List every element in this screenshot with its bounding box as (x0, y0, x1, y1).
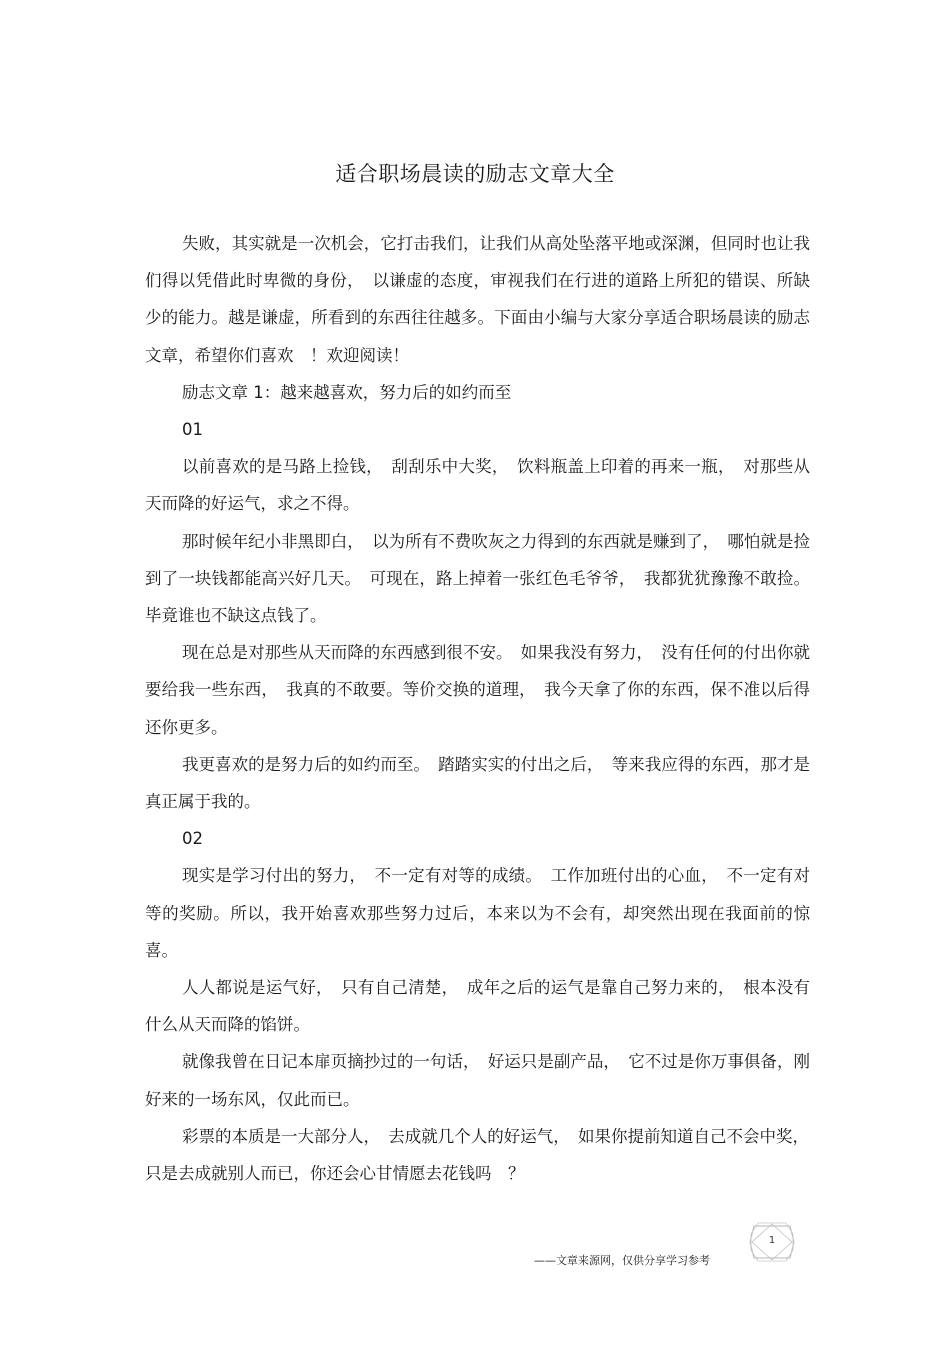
paragraph: 现实是学习付出的努力， 不一定有对等的成绩。 工作加班付出的心血， 不一定有对等的奖励。所以，我开始喜欢那些努力过后，本来以为不会有，却突然出现在我面前的惊喜。 (145, 866, 810, 960)
section-number: 01 (182, 420, 203, 440)
footer-source-note: ——文章来源网，仅供分享学习参考 (534, 1254, 710, 1267)
paragraph: 彩票的本质是一大部分人， 去成就几个人的好运气， 如果你提前知道自己不会中奖，只是去成就别人而已，你还会心甘情愿去花钱吗 ？ (145, 1126, 809, 1184)
page-title: 适合职场晨读的励志文章大全 (335, 162, 615, 186)
intro-paragraph: 失败，其实就是一次机会，它打击我们，让我们从高处坠落平地或深渊，但同时也让我们得以凭借此时卑微的身份， 以谦虚的态度，审视我们在行进的道路上所犯的错误、所缺少的能力。越是谦虚，所看到的东西往往越多。下面由小编与大家分享适合职场晨读的励志文章，希望你们喜欢 ！欢迎阅读！ (145, 234, 810, 365)
paragraph: 就像我曾在日记本扉页摘抄过的一句话， 好运只是副产品， 它不过是你万事俱备，刚好来的一场东风，仅此而已。 (145, 1052, 810, 1109)
paragraph: 人人都说是运气好， 只有自己清楚， 成年之后的运气是靠自己努力来的， 根本没有什么从天而降的馅饼。 (145, 978, 810, 1035)
section-number: 02 (182, 829, 203, 849)
paragraph: 那时候年纪小非黑即白， 以为所有不费吹灰之力得到的东西就是赚到了， 哪怕就是捡到了一块钱都能高兴好几天。 可现在，路上掉着一张红色毛爷爷， 我都犹犹豫豫不敢捡。毕竟谁也不缺这点钱了。 (145, 531, 810, 626)
page-number: 1 (768, 1235, 776, 1246)
paragraph: 我更喜欢的是努力后的如约而至。 踏踏实实的付出之后， 等来我应得的东西，那才是真正属于我的。 (145, 754, 810, 812)
article-heading: 励志文章 1：越来越喜欢，努力后的如约而至 (182, 382, 512, 402)
article-body (145, 225, 810, 1192)
paragraph: 现在总是对那些从天而降的东西感到很不安。 如果我没有努力， 没有任何的付出你就要给我一些东西， 我真的不敢要。等价交换的道理， 我今天拿了你的东西，保不准以后得还你更多。 (145, 643, 810, 737)
paragraph: 以前喜欢的是马路上捡钱， 刮刮乐中大奖， 饮料瓶盖上印着的再来一瓶， 对那些从天而降的好运气，求之不得。 (145, 457, 810, 514)
